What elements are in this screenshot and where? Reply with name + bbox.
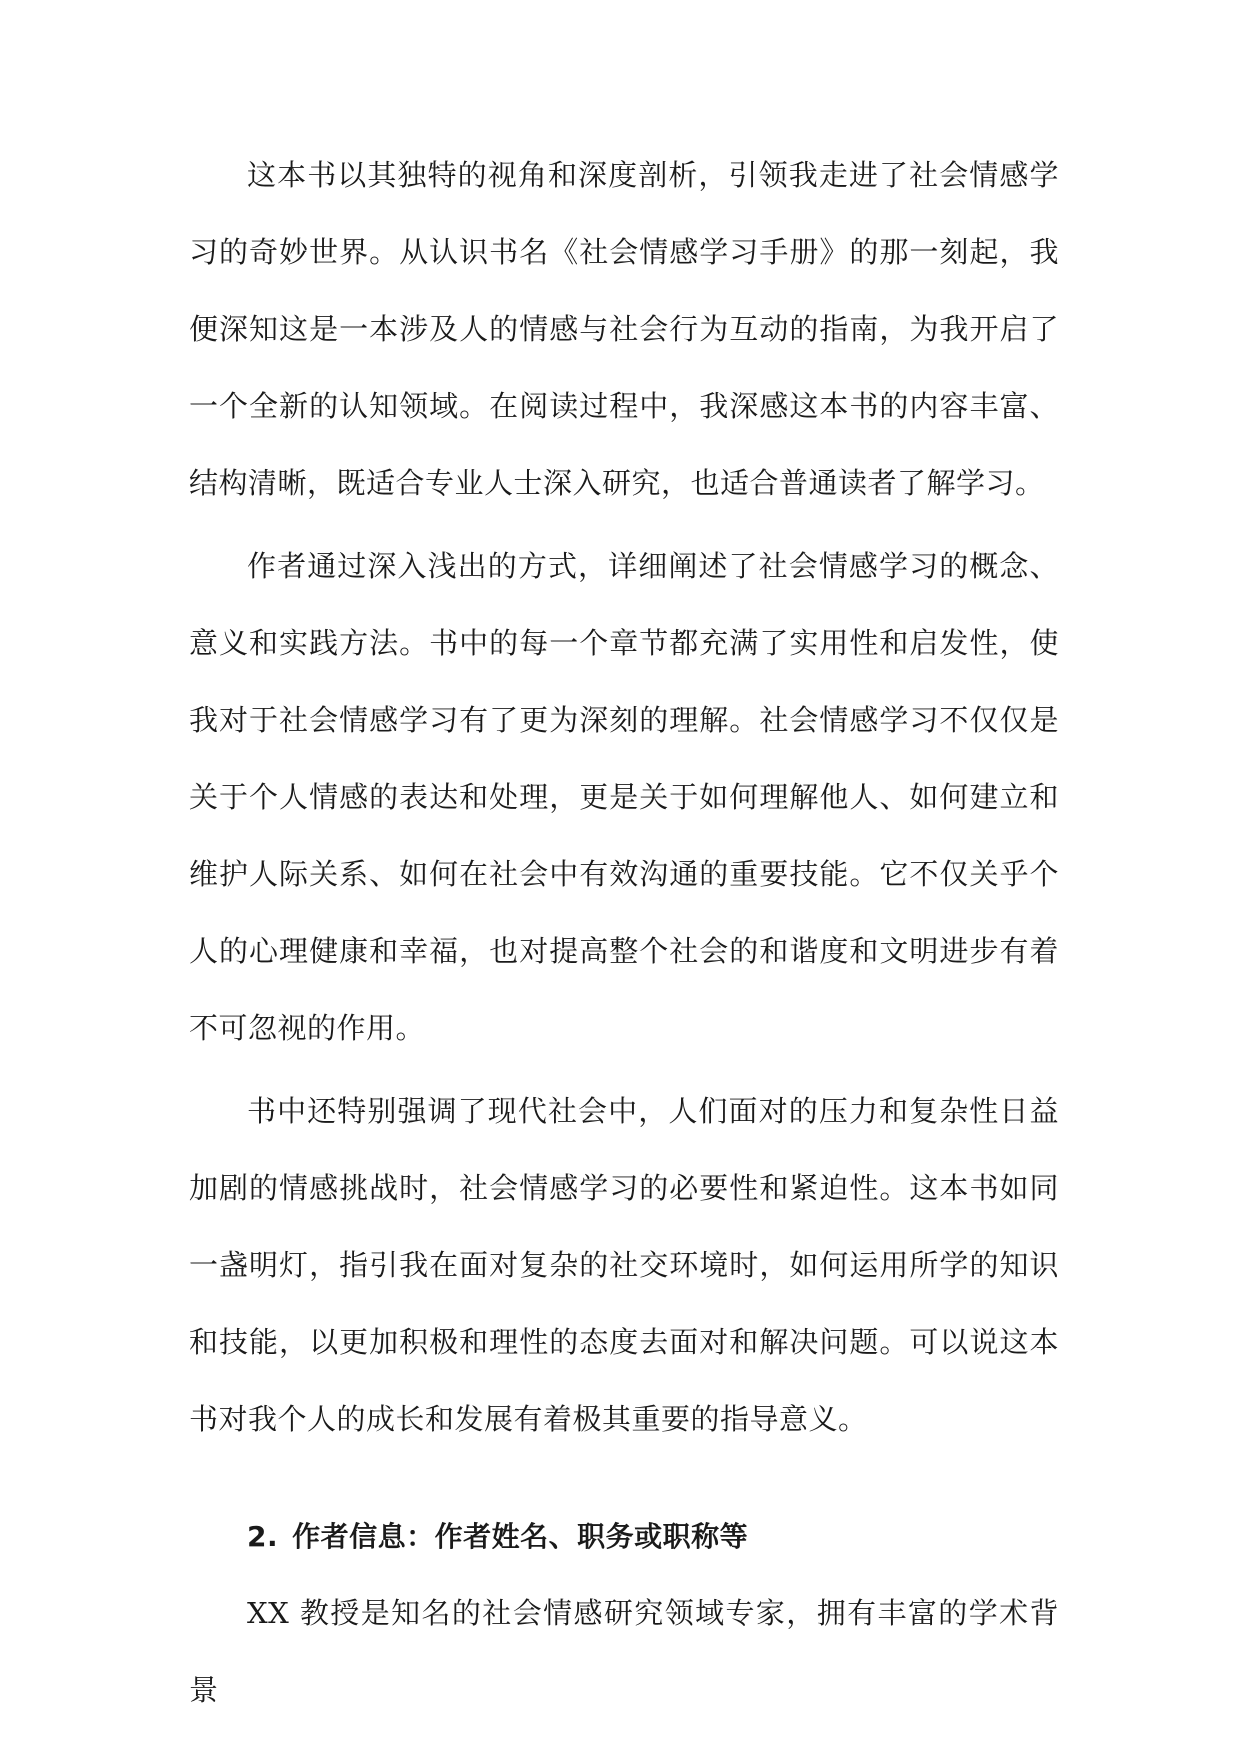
document-body xyxy=(189,137,1059,1735)
paragraph-intro: 这本书以其独特的视角和深度剖析，引领我走进了社会情感学习的奇妙世界。从认识书名《社会情感学习手册》的那一刻起，我便深知这是一本涉及人的情感与社会行为互动的指南，为我开启了一个全新的认知领域。在阅读过程中，我深感这本书的内容丰富、结构清晰，既适合专业人士深入研究，也适合普通读者了解学习。 xyxy=(189,158,1059,500)
paragraph-author-info: XX 教授是知名的社会情感研究领域专家，拥有丰富的学术背景 xyxy=(189,1596,1059,1707)
paragraph-significance: 书中还特别强调了现代社会中，人们面对的压力和复杂性日益加剧的情感挑战时，社会情感学习的必要性和紧迫性。这本书如同一盏明灯，指引我在面对复杂的社交环境时，如何运用所学的知识和技能，以更加积极和理性的态度去面对和解决问题。可以说这本书对我个人的成长和发展有着极其重要的指导意义。 xyxy=(189,1094,1059,1436)
paragraph-concepts: 作者通过深入浅出的方式，详细阐述了社会情感学习的概念、意义和实践方法。书中的每一个章节都充满了实用性和启发性，使我对于社会情感学习有了更为深刻的理解。社会情感学习不仅仅是关于个人情感的表达和处理，更是关于如何理解他人、如何建立和维护人际关系、如何在社会中有效沟通的重要技能。它不仅关乎个人的心理健康和幸福，也对提高整个社会的和谐度和文明进步有着不可忽视的作用。 xyxy=(189,549,1059,1045)
section-heading xyxy=(189,1498,1059,1575)
section-title: 作者信息：作者姓名、职务或职称等 xyxy=(292,1520,749,1553)
section-number: 2. xyxy=(247,1520,279,1553)
